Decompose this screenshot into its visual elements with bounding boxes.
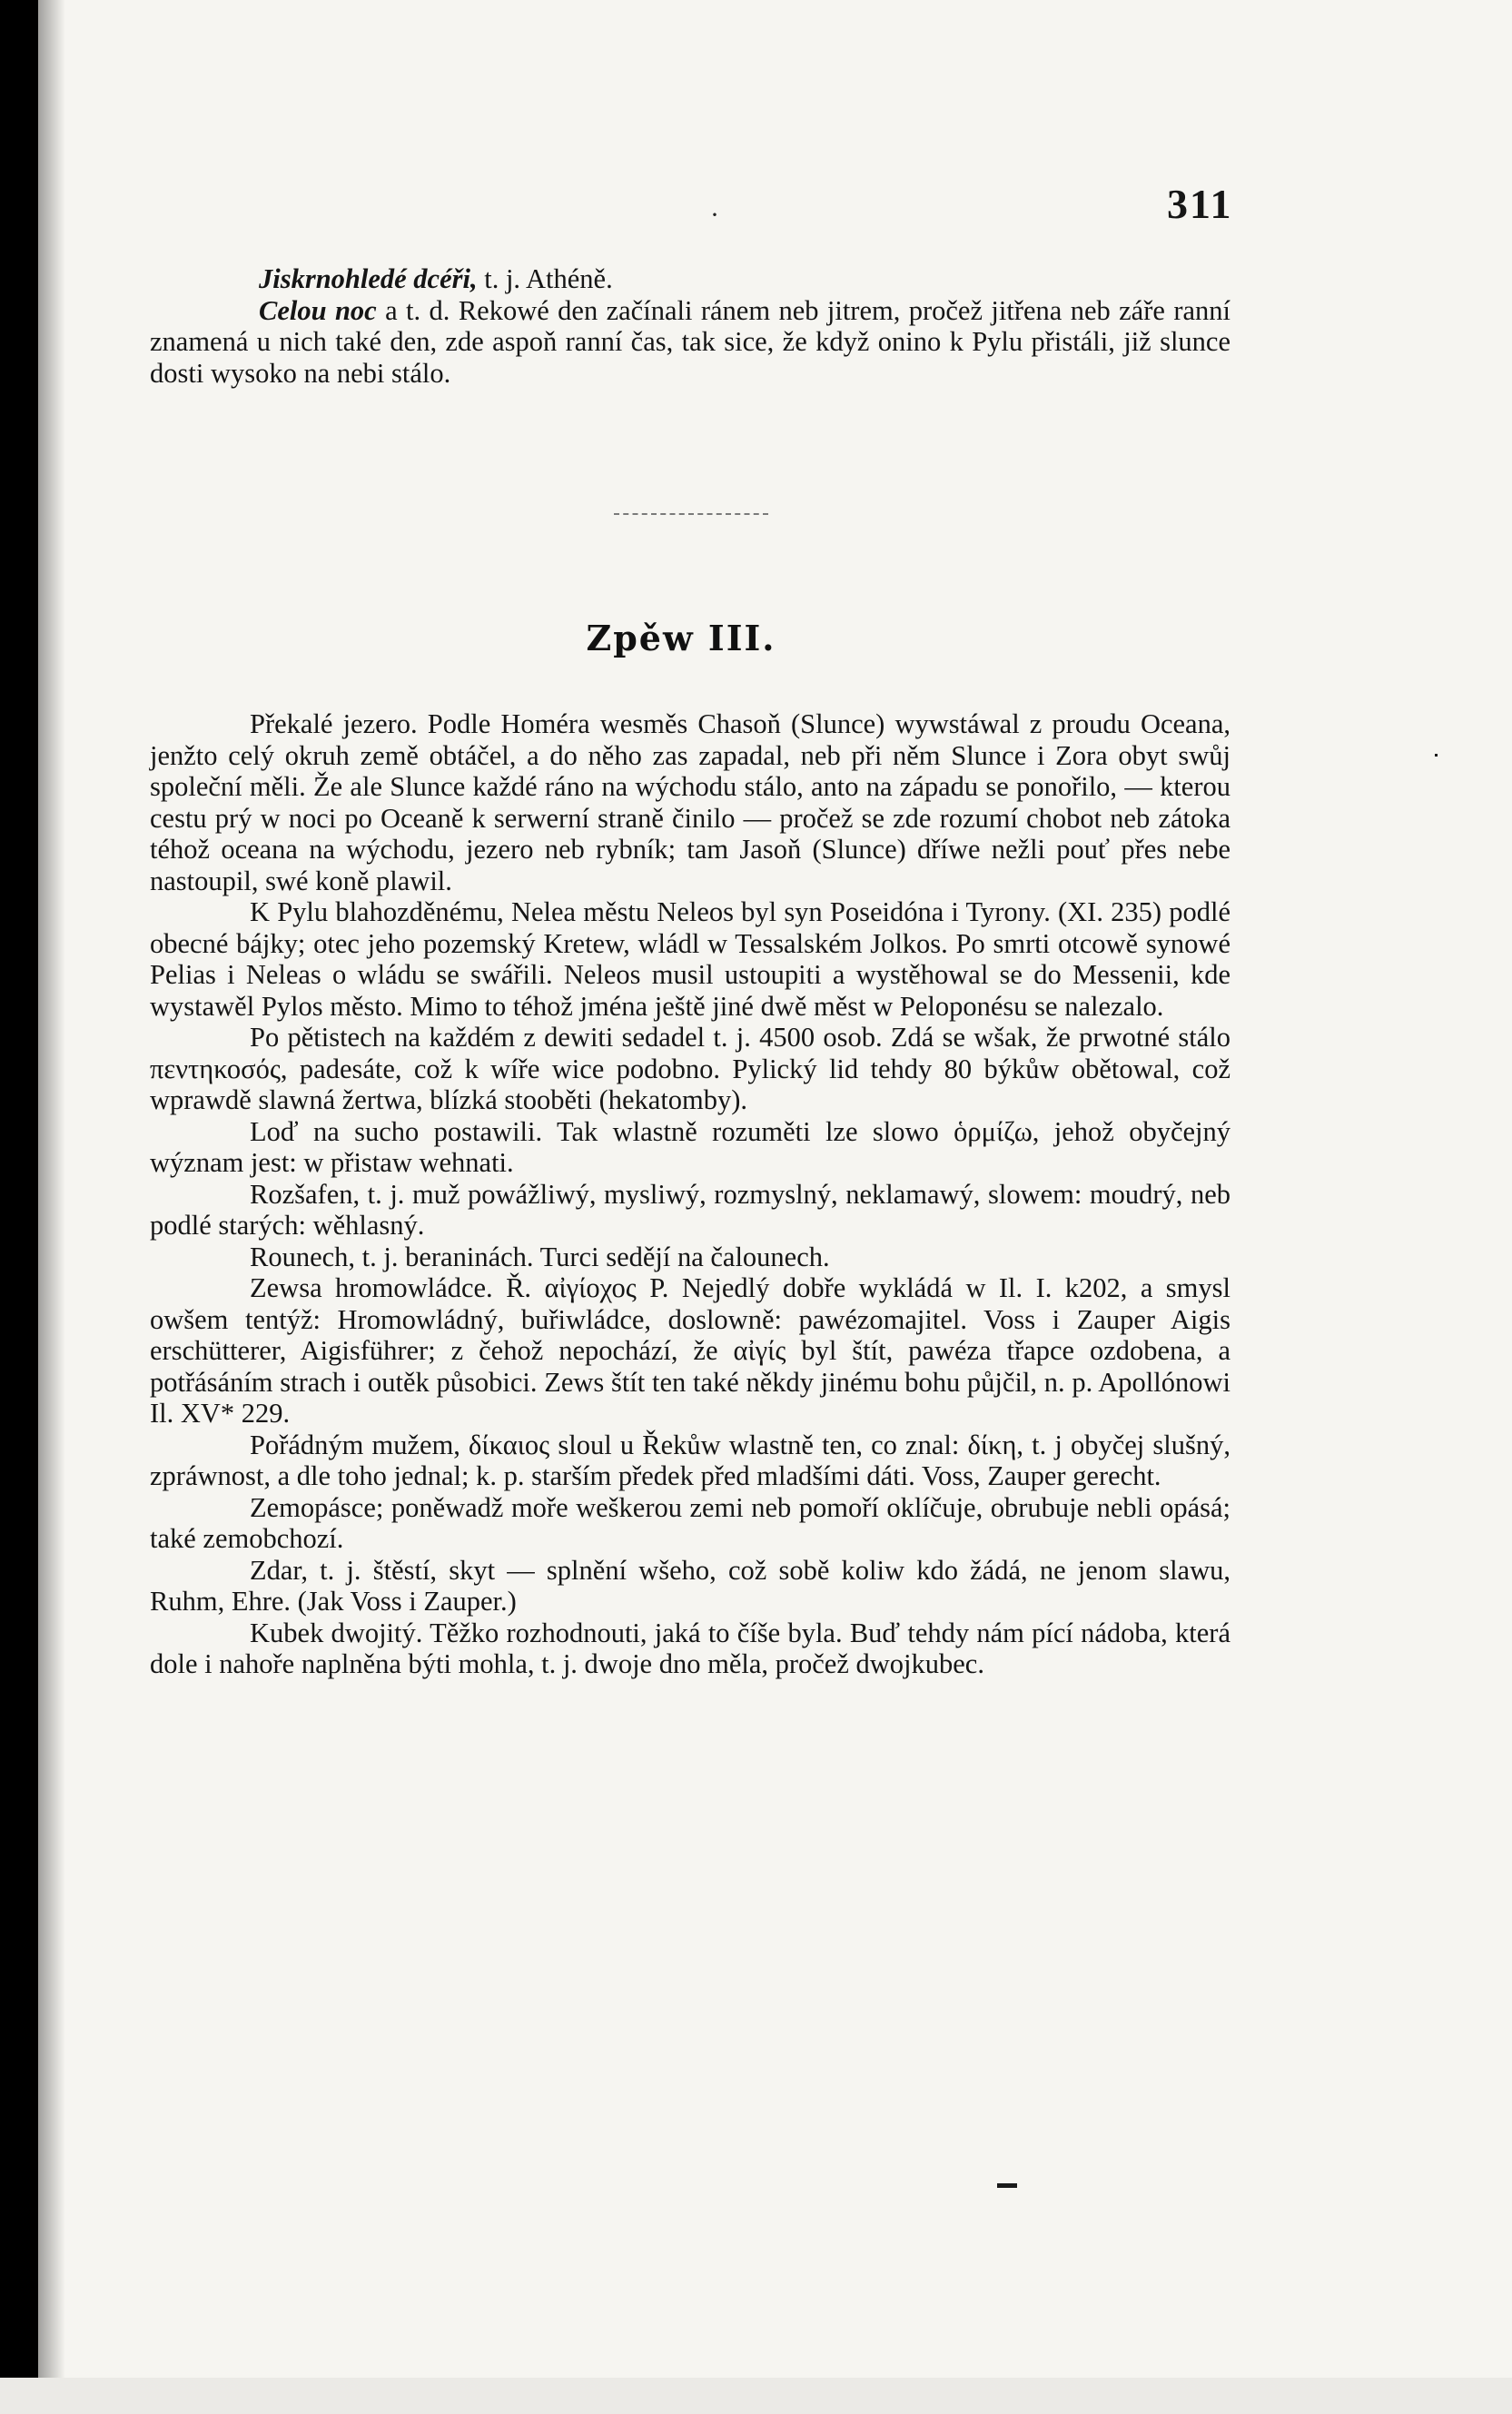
note-text: t. j. Athéně. — [477, 263, 613, 294]
canto-notes — [150, 708, 1230, 1680]
note-paragraph: Kubek dwojitý. Těžko rozhodnouti, jaká to číše byla. Buď tehdy nám pící nádoba, která dole i nahoře naplněna býti mohla, t. j. dwoje dno měla, pročež dwojkubec. — [150, 1617, 1230, 1679]
note-paragraph: Rozšafen, t. j. muž powážliwý, mysliwý, rozmyslný, neklamawý, slowem: moudrý, neb podlé starých: wěhlasný. — [150, 1178, 1230, 1241]
intro-notes — [150, 263, 1230, 389]
note-paragraph: Zemopásce; poněwadž moře weškerou zemi neb pomoří oklíčuje, obrubuje nebli opásá; také zemobchozí. — [150, 1491, 1230, 1554]
note-paragraph: Zewsa hromowládce. Ř. αἰγίοχος P. Nejedlý dobře wykládá w Il. I. k202, a smysl owšem tentýž: Hromowládný, buřiwládce, doslowně: pawézomajitel. Voss i Zauper Aigis erschütterer, Aigisführer; z čehož nepochází, že αἰγίς byl štít, pawéza třapce ozdobena, a potřásáním strach i outěk působici. Zews štít ten také někdy jinému bohu půjčil, n. p. Apollónowi Il. XV* 229. — [150, 1272, 1230, 1429]
scan-speck — [1435, 754, 1438, 757]
note-text: a t. d. Rekowé den začínali ránem neb jitrem, pročež jitřena neb záře ranní znamená u nich také den, zde aspoň ranní čas, tak sice, že když onino k Pylu přistáli, již slunce dosti wysoko na nebi stálo. — [150, 294, 1230, 389]
note-paragraph: Po pětistech na každém z dewiti sedadel t. j. 4500 osob. Zdá se wšak, že prwotné stálo πεντηκοσός, padesáte, což k wíře wice podobno. Pylický lid tehdy 80 býkůw obětowal, což wprawdě slawná žertwa, blízká stooběti (hekatomby). — [150, 1022, 1230, 1115]
section-title: Zpěw III. — [586, 618, 776, 658]
note-paragraph: Zdar, t. j. štěstí, skyt — splnění wšeho, což sobě koliw kdo žádá, ne jenom slawu, Ruhm, Ehre. (Jak Voss i Zauper.) — [150, 1554, 1230, 1617]
note-term: Celou noc — [259, 294, 377, 326]
scan-bottom-edge — [0, 2378, 1512, 2414]
note-paragraph: Pořádným mužem, δίκαιος sloul u Řekůw wlastně ten, co znal: δίκη, t. j obyčej slušný, zpráwnost, a dle toho jednal; k. p. starším předek před mladšími dáti. Voss, Zauper gerecht. — [150, 1429, 1230, 1491]
note-paragraph: Rounech, t. j. beraninách. Turci sedějí na čalounech. — [250, 1241, 830, 1272]
page-binding-shadow — [38, 0, 65, 2414]
note-term: Jiskrnohledé dcéři, — [259, 263, 478, 294]
scan-speck — [997, 2183, 1017, 2188]
note-paragraph — [150, 295, 1230, 390]
note-paragraph: Překalé jezero. Podle Homéra wesměs Chasoň (Slunce) wywstáwal z proudu Oceana, jenžto celý okruh země obtáčel, a do něho zas zapadal, neb při něm Slunce i Zora obyt swůj společní měli. Že ale Slunce každé ráno na wýchodu stálo, anto na západu se ponořilo, — kterou cestu prý w noci po Oceaně k serwerní straně činilo — pročež se zde rozumí chobot neb zátoka téhož oceana na wýchodu, jezero neb rybník; tam Jasoň (Slunce) dříwe nežli pouť přes nebe nastoupil, swé koně plawil. — [150, 708, 1230, 896]
page-number: 311 — [1167, 181, 1233, 227]
note-paragraph — [150, 263, 1230, 295]
section-divider — [614, 513, 768, 515]
note-paragraph: Loď na sucho postawili. Tak wlastně rozuměti lze slowo ὁρμίζω, jehož obyčejný wýznam jest: w přistaw wehnati. — [150, 1115, 1230, 1178]
note-paragraph: K Pylu blahozděnému, Nelea městu Neleos byl syn Poseidóna i Tyrony. (XI. 235) podlé obecné bájky; otec jeho pozemský Kretew, wládl w Tessalském Jolkos. Po smrti otcowě synowé Pelias i Neleas o wládu se swářili. Neleos musil ustoupiti a wystěhowal se do Messenii, kde wystawěl Pylos město. Mimo to téhož jména ještě jiné dwě měst w Peloponésu se nalezalo. — [150, 896, 1230, 1022]
top-mark: · — [710, 200, 719, 230]
